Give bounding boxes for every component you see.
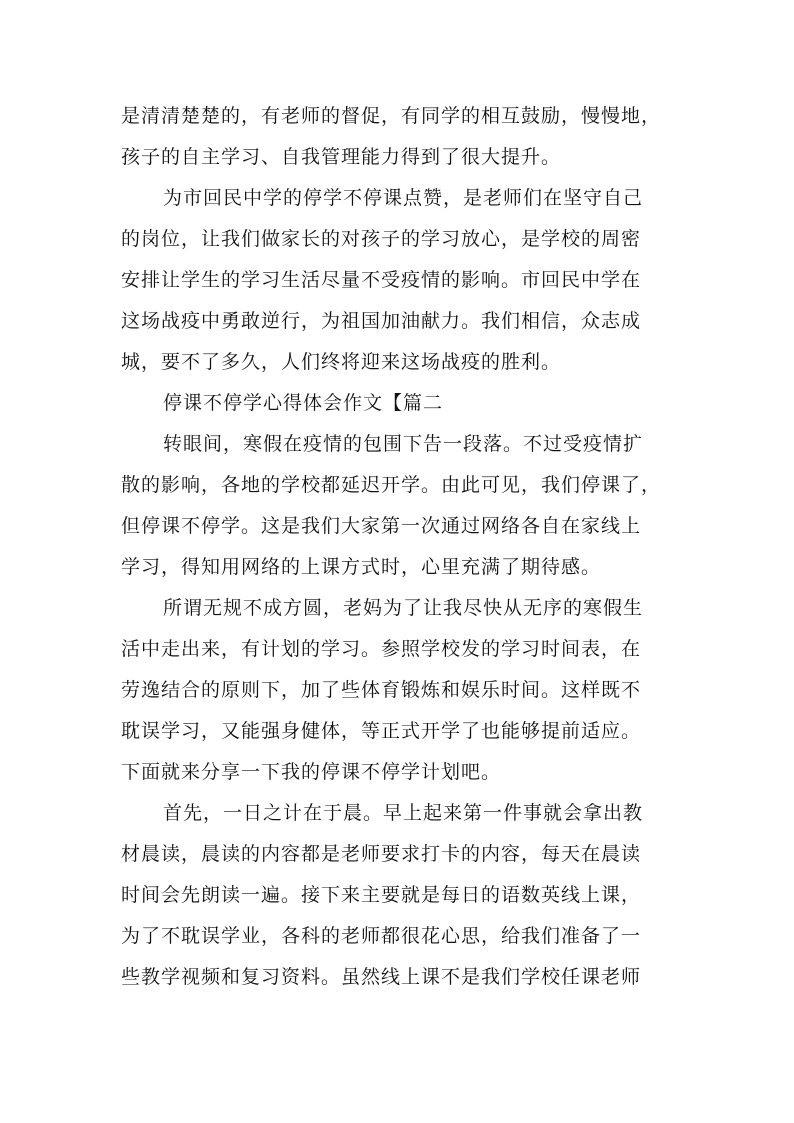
text-line: 为了不耽误学业，各科的老师都很花心思，给我们准备了一 (121, 925, 642, 947)
text-line: 但停课不停学。这是我们大家第一次通过网络各自在家线上 (121, 515, 642, 537)
text-line: 的岗位，让我们做家长的对孩子的学习放心，是学校的周密 (121, 228, 642, 250)
text-line: 安排让学生的学习生活尽量不受疫情的影响。市回民中学在 (121, 269, 642, 291)
text-line: 材晨读，晨读的内容都是老师要求打卡的内容，每天在晨读 (121, 843, 642, 865)
text-line: 所谓无规不成方圆，老妈为了让我尽快从无序的寒假生 (163, 597, 644, 619)
text-line: 活中走出来，有计划的学习。参照学校发的学习时间表，在 (121, 638, 642, 660)
text-line: 些教学视频和复习资料。虽然线上课不是我们学校任课老师 (121, 966, 642, 988)
text-line: 城，要不了多久，人们终将迎来这场战疫的胜利。 (121, 351, 562, 373)
text-line: 孩子的自主学习、自我管理能力得到了很大提升。 (121, 146, 562, 168)
text-line: 为市回民中学的停学不停课点赞，是老师们在坚守自己 (163, 187, 644, 209)
text-line: 是清清楚楚的，有老师的督促，有同学的相互鼓励，慢慢地， (121, 105, 662, 127)
text-line: 首先，一日之计在于晨。早上起来第一件事就会拿出教 (163, 802, 644, 824)
document-body (121, 96, 681, 998)
section-heading: 停课不停学心得体会作文【篇二 (163, 392, 444, 414)
text-line: 转眼间，寒假在疫情的包围下告一段落。不过受疫情扩 (163, 433, 644, 455)
text-line: 时间会先朗读一遍。接下来主要就是每日的语数英线上课， (121, 884, 642, 906)
text-line: 下面就来分享一下我的停课不停学计划吧。 (121, 761, 502, 783)
text-line: 劳逸结合的原则下，加了些体育锻炼和娱乐时间。这样既不 (121, 679, 642, 701)
text-line: 耽误学习，又能强身健体，等正式开学了也能够提前适应。 (121, 720, 642, 742)
text-line: 学习，得知用网络的上课方式时，心里充满了期待感。 (121, 556, 602, 578)
text-line: 这场战疫中勇敢逆行，为祖国加油献力。我们相信，众志成 (121, 310, 642, 332)
text-line: 散的影响，各地的学校都延迟开学。由此可见，我们停课了， (121, 474, 662, 496)
